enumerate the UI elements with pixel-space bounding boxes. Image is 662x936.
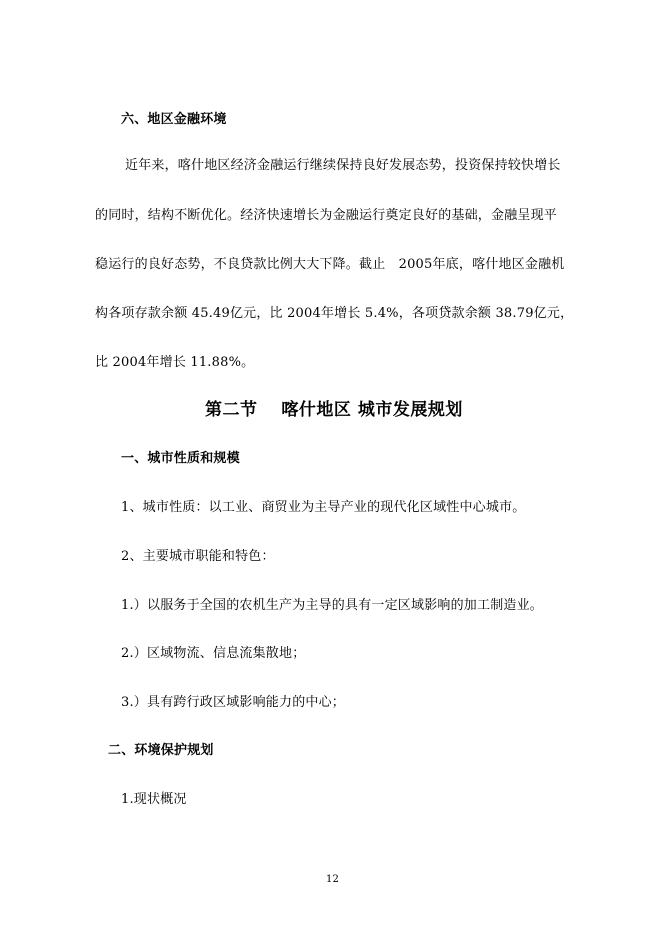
list-item: 1.现状概况 (121, 792, 187, 807)
heading-environment: 二、环境保护规划 (108, 743, 214, 758)
heading-city-nature: 一、城市性质和规模 (121, 451, 240, 466)
section-heading-finance: 六、地区金融环境 (121, 112, 227, 127)
paragraph-line: 构各项存款余额 45.49亿元，比 2004年增长 5.4%，各项贷款余额 38.79亿元， (95, 306, 574, 321)
list-item: 2、主要城市职能和特色： (121, 549, 275, 564)
paragraph-line: 近年来，喀什地区经济金融运行继续保持良好发展态势，投资保持较快增长 (125, 158, 561, 173)
sub-list-item: 2.）区域物流、信息流集散地； (121, 646, 306, 661)
paragraph-line: 的同时，结构不断优化。经济快速增长为金融运行奠定良好的基础，金融呈现平 (95, 208, 558, 223)
sub-list-item: 1.）以服务于全国的农机生产为主导的具有一定区域影响的加工制造业。 (121, 598, 544, 613)
sub-list-item: 3.）具有跨行政区域影响能力的中心； (121, 695, 346, 710)
paragraph-line: 比 2004年增长 11.88%。 (95, 355, 255, 370)
list-item: 1、城市性质：以工业、商贸业为主导产业的现代化区域性中心城市。 (121, 500, 526, 515)
paragraph-line: 稳运行的良好态势，不良贷款比例大大下降。截止 2005年底，喀什地区金融机 (95, 257, 565, 272)
page-number: 12 (326, 874, 340, 885)
section-title: 第二节 喀什地区 城市发展规划 (205, 400, 463, 420)
